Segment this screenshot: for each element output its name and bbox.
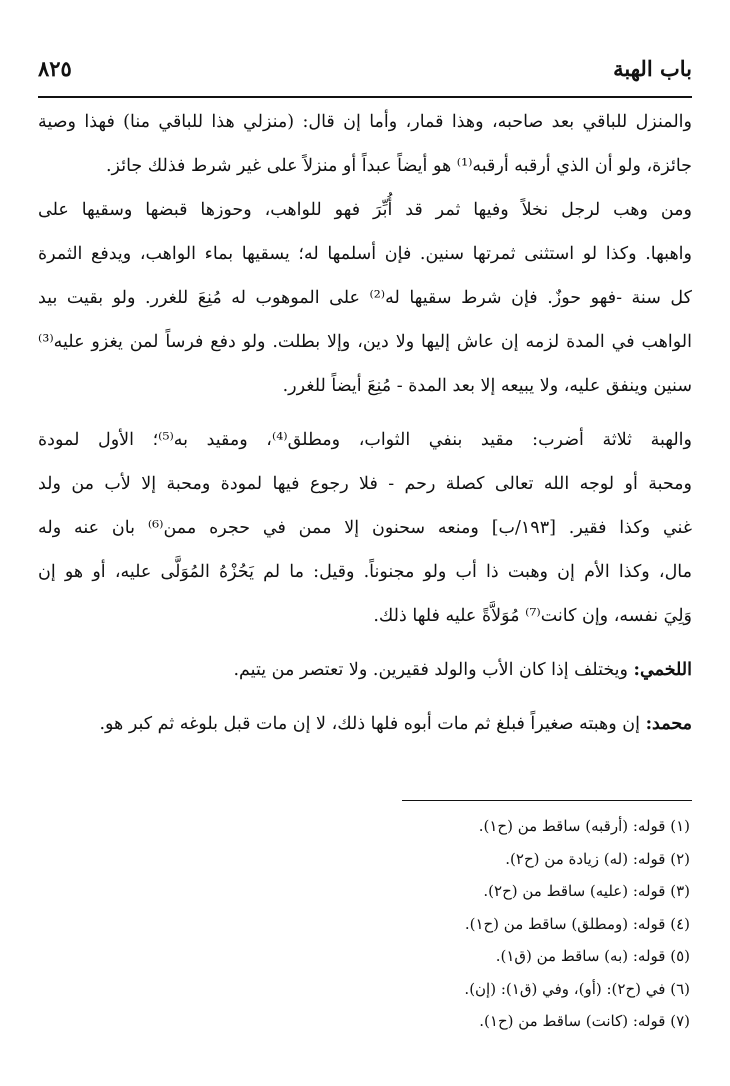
main-text — [38, 100, 692, 746]
text-line: الواهب في المدة لزمه إن عاش إليها ولا دين، وإلا بطلت. ولو دفع فرساً لمن يغزو عليه⁽³⁾ — [38, 332, 692, 352]
footnote-item: (١) قوله: (أرقبه) ساقط من (ح١). — [478, 817, 690, 835]
text-line: مال، وكذا الأم إن وهبت ذا أب ولو مجنوناً. وقيل: ما لم يَحُزْهُ المُوَلَّى عليه، أو هو إن — [38, 562, 692, 582]
speaker-label: محمد: — [645, 714, 692, 734]
paragraph-text: ويختلف إذا كان الأب والولد فقيرين. ولا تعتصر من يتيم. — [233, 660, 634, 680]
page-number: ٨٢٥ — [38, 56, 72, 81]
text-line: جائزة، ولو أن الذي أرقبه أرقبه⁽¹⁾ هو أيضاً عبداً أو منزلاً على غير شرط فذلك جائز. — [105, 156, 692, 176]
paragraph-4 — [38, 648, 692, 692]
paragraph-3 — [38, 418, 692, 638]
footnote-item: (٤) قوله: (ومطلق) ساقط من (ح١). — [464, 914, 690, 933]
page-header — [38, 52, 692, 92]
footnote-item: (٥) قوله: (به) ساقط من (ق١). — [495, 947, 690, 965]
footnotes — [300, 810, 690, 1038]
text-line: ومحبة أو لوجه الله تعالى كصلة رحم - فلا رجوع فيها لمودة ومحبة إلا لأب من ولد — [38, 474, 692, 494]
text-line: وَلِيَ نفسه، وإن كانت⁽⁷⁾ مُوَلاَّةً عليه فلها ذلك. — [373, 606, 692, 626]
text-line: ومن وهب لرجل نخلاً وفيها ثمر قد أُبِّرَ فهو للواهب، وحوزها قبضها وسقيها على — [38, 200, 692, 220]
header-divider — [38, 96, 692, 98]
paragraph-text: إن وهبته صغيراً فبلغ ثم مات أبوه فلها ذلك، لا إن مات قبل بلوغه ثم كبر هو. — [99, 714, 646, 734]
text-line: والهبة ثلاثة أضرب: مقيد بنفي الثواب، ومطلق⁽⁴⁾، ومقيد به⁽⁵⁾؛ الأول لمودة — [38, 430, 692, 450]
footnote-item: (٣) قوله: (عليه) ساقط من (ح٢). — [483, 882, 690, 900]
text-line: كل سنة -فهو حوزٌ. فإن شرط سقيها له⁽²⁾ على الموهوب له مُنِعَ للغرر. ولو بقيت بيد — [38, 288, 692, 308]
text-line: والمنزل للباقي بعد صاحبه، وهذا قمار، وأما إن قال: (منزلي هذا للباقي منا) فهذا وصية — [38, 112, 692, 132]
chapter-title: باب الهبة — [613, 56, 692, 81]
footnote-item: (٦) في (ح٢): (أو)، وفي (ق١): (إن). — [464, 979, 690, 998]
text-line: غني وكذا فقير. [١٩٣/ب] ومنعه سحنون إلا ممن في حجره ممن⁽⁶⁾ بان عنه وله — [38, 518, 692, 538]
speaker-label: اللخمي: — [633, 660, 692, 680]
text-line: سنين وينفق عليه، ولا يبيعه إلا بعد المدة - مُنِعَ أيضاً للغرر. — [282, 376, 692, 396]
paragraph-1 — [38, 100, 692, 188]
text-line: واهبها. وكذا لو استثنى ثمرتها سنين. فإن أسلمها له؛ يسقيها بماء الواهب، ويدفع الثمرة — [38, 244, 692, 264]
footnote-divider — [402, 800, 692, 801]
paragraph-5 — [38, 702, 692, 746]
footnote-item: (٢) قوله: (له) زيادة من (ح٢). — [505, 849, 690, 868]
footnote-item: (٧) قوله: (كانت) ساقط من (ح١). — [479, 1012, 690, 1030]
paragraph-2 — [38, 188, 692, 408]
